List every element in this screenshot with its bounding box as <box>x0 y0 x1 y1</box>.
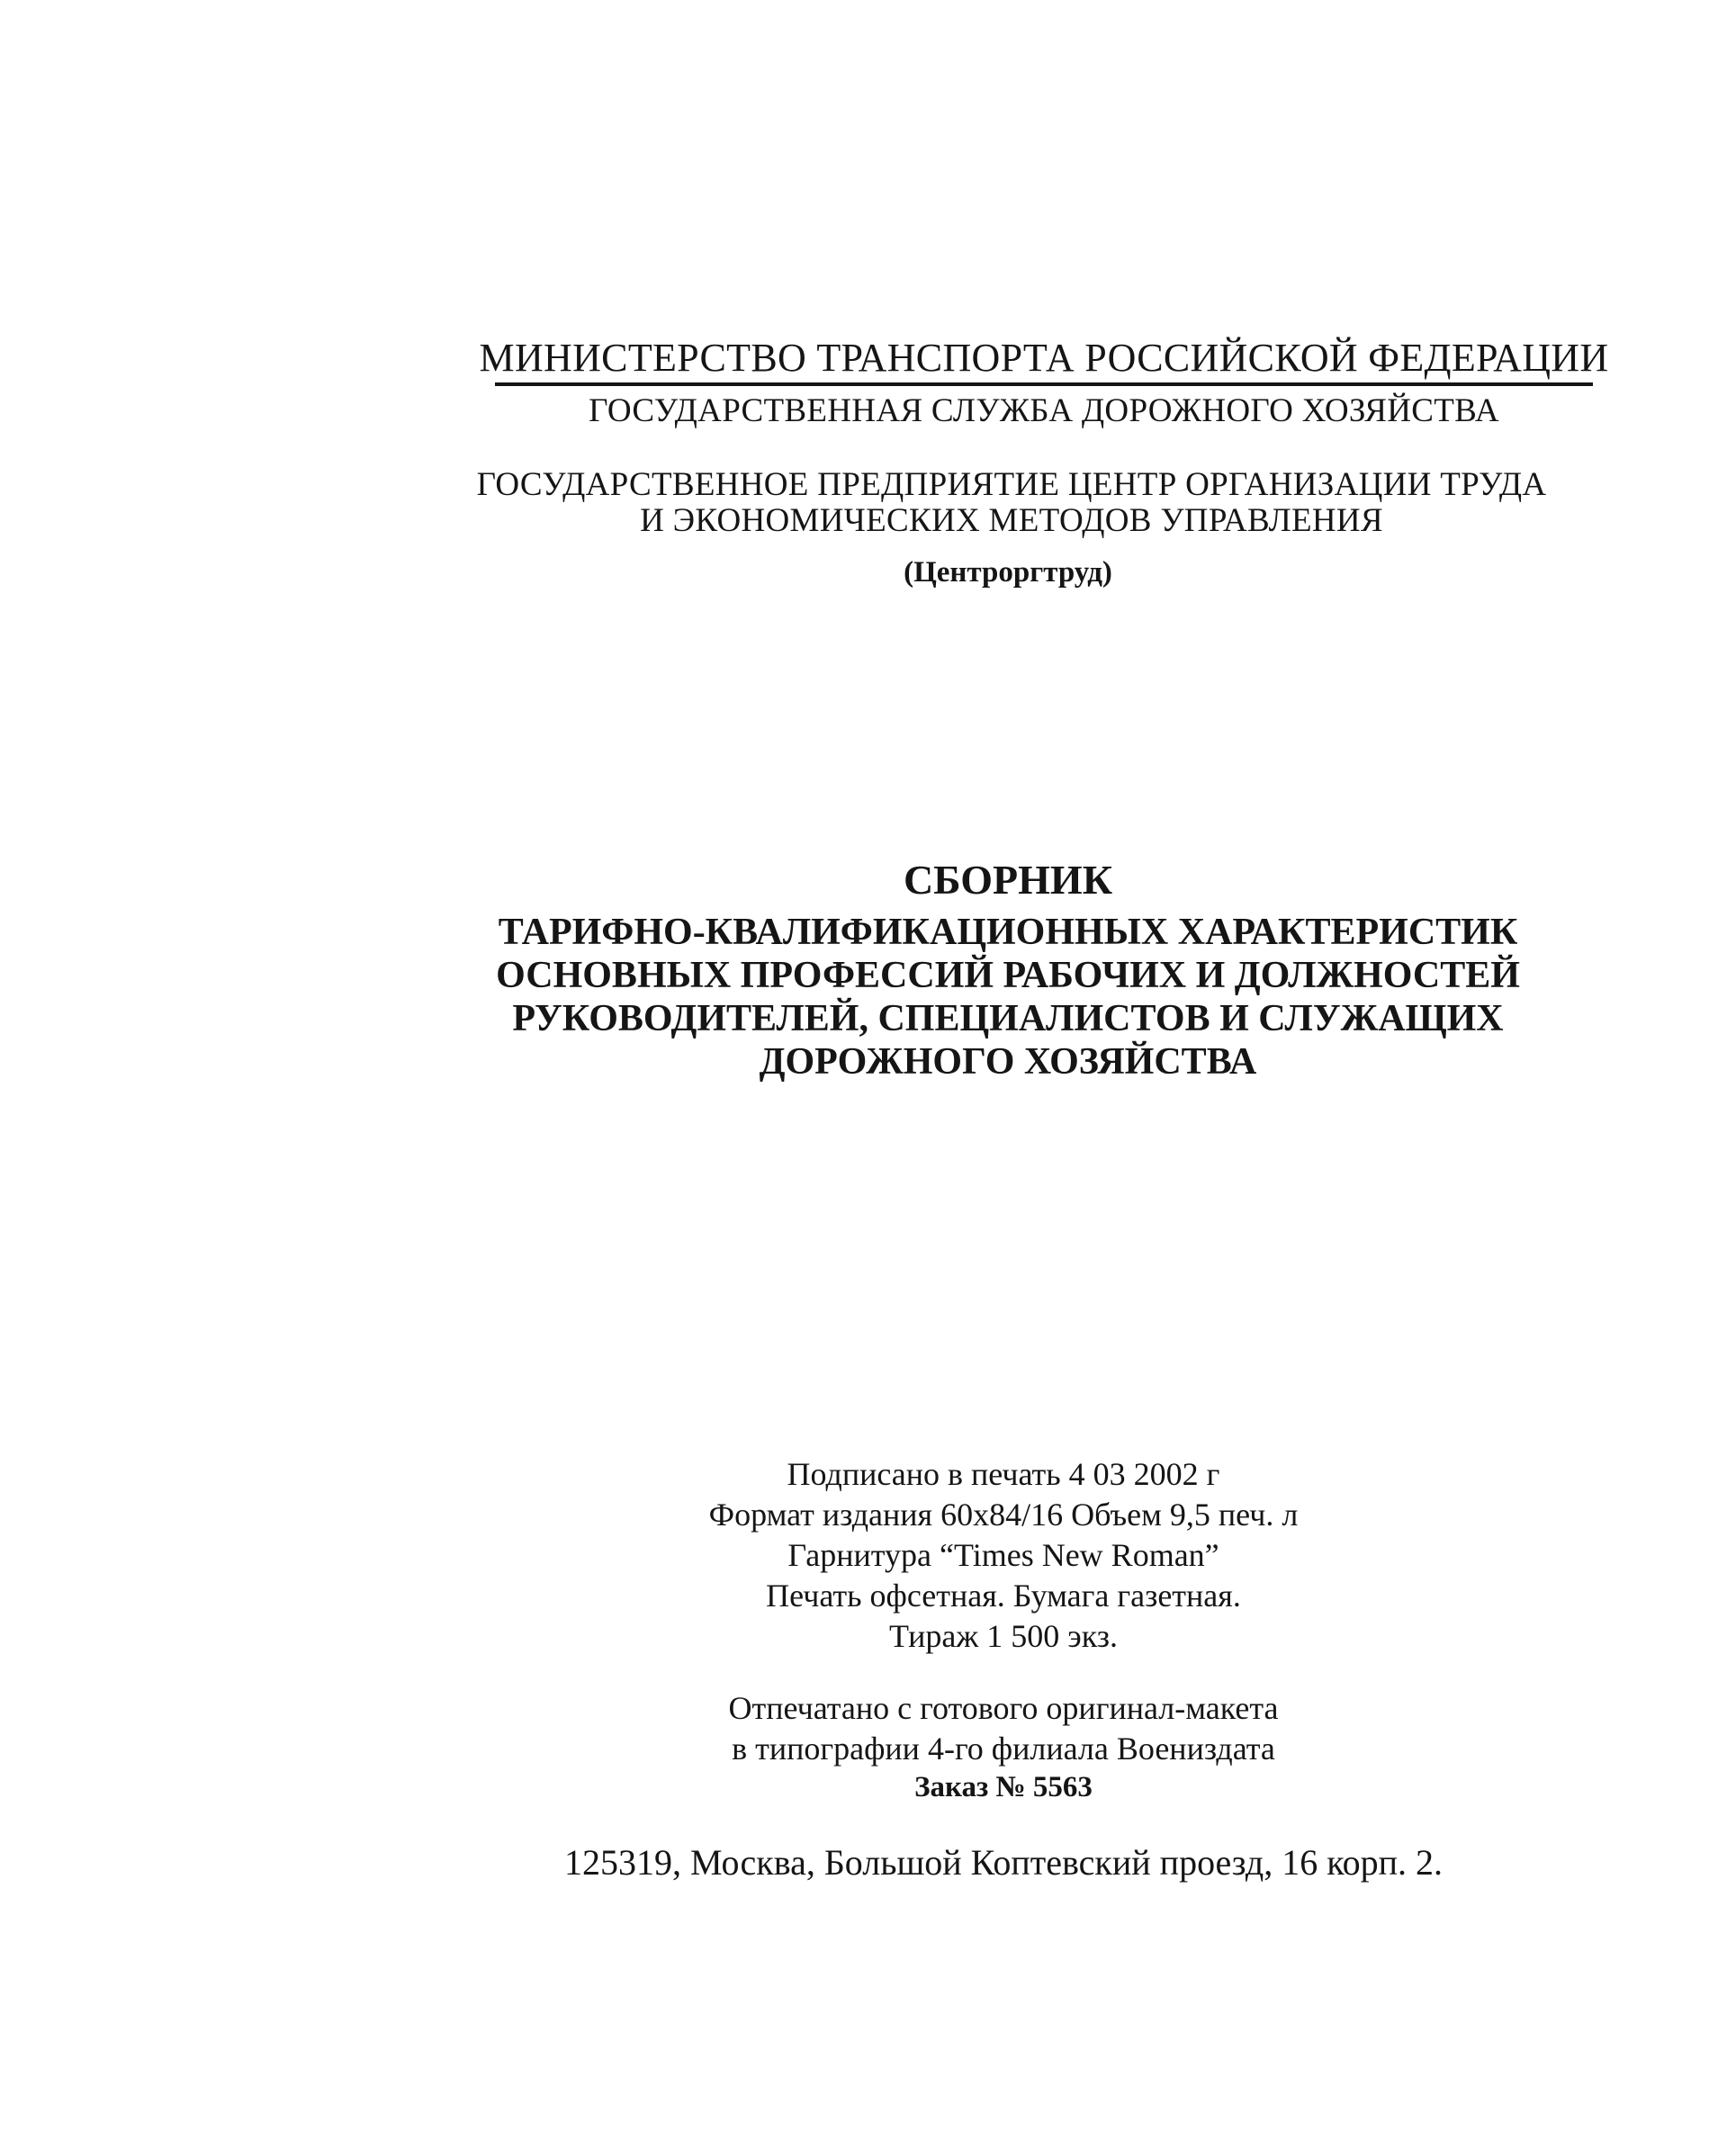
document-title-line: ДОРОЖНОГО ХОЗЯЙСТВА <box>759 1041 1257 1083</box>
enterprise-abbreviation: (Центроргтруд) <box>904 556 1112 589</box>
document-title-line: РУКОВОДИТЕЛЕЙ, СПЕЦИАЛИСТОВ И СЛУЖАЩИХ <box>512 998 1504 1039</box>
document-heading: СБОРНИК <box>903 857 1113 903</box>
publisher-address: 125319, Москва, Большой Коптевский проезд, 16 корп. 2. <box>563 1842 1444 1883</box>
imprint-format: Формат издания 60x84/16 Объем 9,5 печ. л <box>708 1497 1299 1533</box>
imprint-circulation: Тираж 1 500 экз. <box>889 1618 1118 1654</box>
order-number: Заказ № 5563 <box>914 1771 1093 1803</box>
ministry-name: МИНИСТЕРСТВО ТРАНСПОРТА РОССИЙСКОЙ ФЕДЕРАЦИИ <box>479 336 1609 380</box>
service-name: ГОСУДАРСТВЕННАЯ СЛУЖБА ДОРОЖНОГО ХОЗЯЙСТВА <box>589 392 1499 429</box>
printed-from-layout: Отпечатано с готового оригинал-макета <box>728 1690 1279 1726</box>
imprint-typeface: Гарнитура “Times New Roman” <box>787 1537 1219 1573</box>
document-title-line: ТАРИФНО-КВАЛИФИКАЦИОННЫХ ХАРАКТЕРИСТИК <box>498 912 1518 953</box>
document-title-line: ОСНОВНЫХ ПРОФЕССИЙ РАБОЧИХ И ДОЛЖНОСТЕЙ <box>496 955 1520 996</box>
header-rule <box>495 382 1593 386</box>
imprint-printing: Печать офсетная. Бумага газетная. <box>766 1578 1241 1614</box>
printing-house: в типографии 4-го филиала Воениздата <box>732 1731 1275 1767</box>
imprint-signed: Подписано в печать 4 03 2002 г <box>787 1456 1220 1492</box>
enterprise-name-line-1: ГОСУДАРСТВЕННОЕ ПРЕДПРИЯТИЕ ЦЕНТР ОРГАНИЗАЦИИ ТРУДА <box>476 466 1547 503</box>
enterprise-name-line-2: И ЭКОНОМИЧЕСКИХ МЕТОДОВ УПРАВЛЕНИЯ <box>640 502 1383 539</box>
